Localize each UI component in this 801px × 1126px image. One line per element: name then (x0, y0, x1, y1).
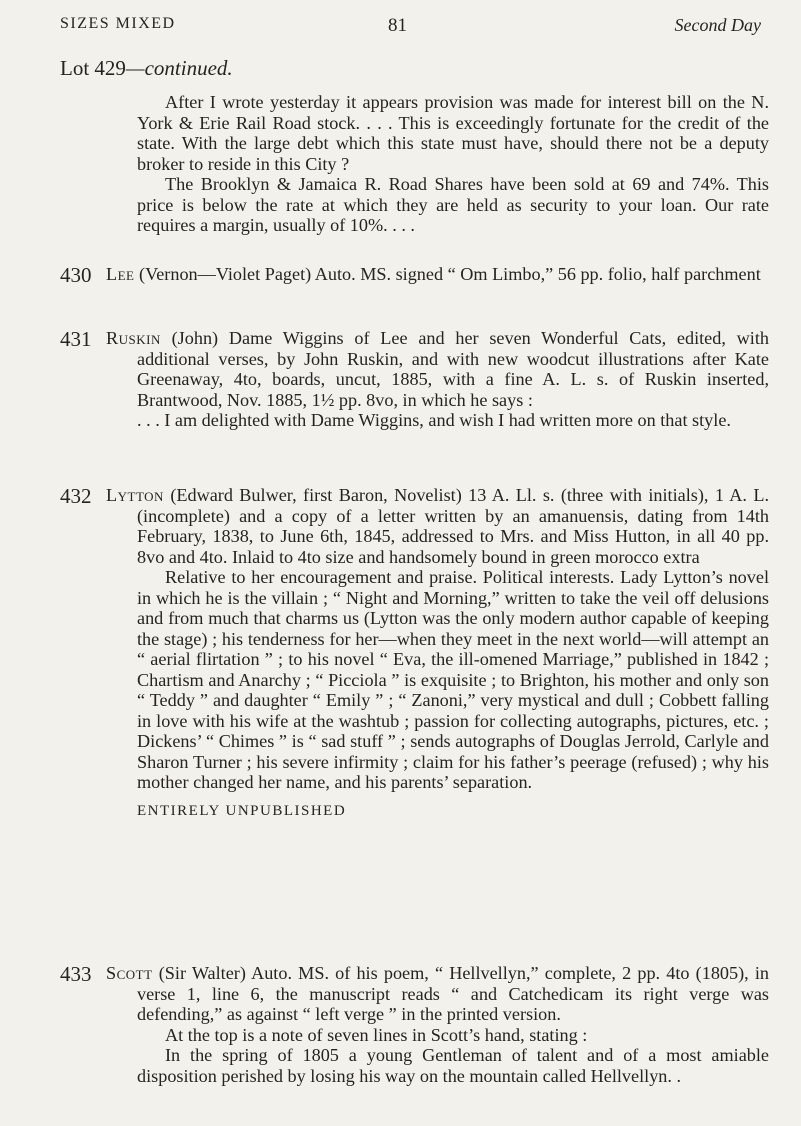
lot-text: (Edward Bulwer, first Baron, Novelist) 13 A. Ll. s. (three with initials), 1 A. L. (incomplete) and a copy of a letter written by an amanuensis, dating from 14th February, 1838, to June 6th, 1845, addressed to Mrs. and Miss Hutton, in all 40 pp. 8vo and 4to. Inlaid to 4to size and handsomely bound in green morocco extra (137, 485, 770, 567)
lot-description (106, 328, 769, 410)
lot-author: Lee (106, 264, 135, 284)
lot-description (106, 963, 769, 1025)
lot-author: Lytton (106, 485, 164, 505)
lot-description (106, 264, 769, 285)
lot-quote: In the spring of 1805 a young Gentleman of talent and of a most amiable disposition perished by losing his way on the mountain called Hellvellyn. . (137, 1045, 769, 1086)
lot-note: ENTIRELY UNPUBLISHED (137, 802, 347, 819)
page-number: 81 (388, 15, 407, 36)
running-head-right: Second Day (674, 15, 761, 35)
lot-continued-heading (60, 56, 233, 81)
lot-text: (Vernon—Violet Paget) Auto. MS. signed “ Om Limbo,” 56 pp. folio, half parchment (139, 264, 761, 284)
lot-entry-433 (106, 963, 769, 1086)
lot-entry-431 (106, 328, 769, 431)
lot-author: Ruskin (106, 328, 161, 348)
continued-para-1: After I wrote yesterday it appears provision was made for interest bill on the N. York & Erie Rail Road stock. . . . This is exceedingly fortunate for the credit of the state. With the large debt which this state must have, should there not be a deputy broker to reside in this City ? (137, 92, 769, 174)
continued-text (137, 92, 769, 236)
lot-entry-430 (106, 264, 769, 285)
lot-number: 430 (60, 263, 92, 287)
lot-summary: Relative to her encouragement and praise. Political interests. Lady Lytton’s novel in which he is the villain ; “ Night and Morning,” written to take the veil off delusions and from much that charms us (Lytton was the only modern author capable of keeping the stage) ; his tenderness for her—when they meet in the next world—will attempt an “ aerial flirtation ” ; to his novel “ Eva, the ill-omened Marriage,” published in 1842 ; Chartism and Anarchy ; “ Picciola ” is exquisite ; to Brighton, his mother and only son “ Teddy ” and daughter “ Emily ” ; “ Zanoni,” very mystical and dull ; Cobbett falling in love with his wife at the washtub ; passion for collecting autographs, pictures, etc. ; Dickens’ “ Chimes ” is “ sad stuff ” ; sends autographs of Douglas Jerrold, Carlyle and Sharon Turner ; his severe infirmity ; claim for his father’s peerage (refused) ; why his mother changed her name, and his parents’ separation. (137, 567, 769, 792)
running-head (60, 15, 761, 37)
lot-note: At the top is a note of seven lines in Scott’s hand, stating : (165, 1024, 588, 1045)
lot-text: (John) Dame Wiggins of Lee and her seven Wonderful Cats, edited, with additional verses, by John Ruskin, and with new woodcut illustrations after Kate Greenaway, 4to, boards, uncut, 1885, with a fine A. L. s. of Ruskin inserted, Brantwood, Nov. 1885, 1½ pp. 8vo, in which he says : (137, 328, 769, 410)
lot-author: Scott (106, 963, 153, 983)
lot-continued-suffix: —continued. (125, 56, 233, 80)
lot-number: 432 (60, 484, 92, 508)
lot-description (106, 485, 769, 567)
lot-entry-432 (106, 485, 769, 821)
lot-number: 433 (60, 962, 92, 986)
lot-quote: . . . I am delighted with Dame Wiggins, and wish I had written more on that style. (137, 410, 731, 430)
continued-para-2: The Brooklyn & Jamaica R. Road Shares have been sold at 69 and 74%. This price is below the rate at which they are held as security to your loan. Our rate requires a margin, usually of 10%. . . . (137, 174, 769, 235)
running-head-left: SIZES MIXED (60, 15, 176, 32)
lot-text: (Sir Walter) Auto. MS. of his poem, “ Hellvellyn,” complete, 2 pp. 4to (1805), in verse 1, line 6, the manuscript reads “ and Catchedicam its right verge was defending,” as against “ left verge ” in the printed version. (137, 963, 770, 1024)
lot-continued-label: Lot 429 (60, 56, 126, 80)
lot-number: 431 (60, 327, 92, 351)
